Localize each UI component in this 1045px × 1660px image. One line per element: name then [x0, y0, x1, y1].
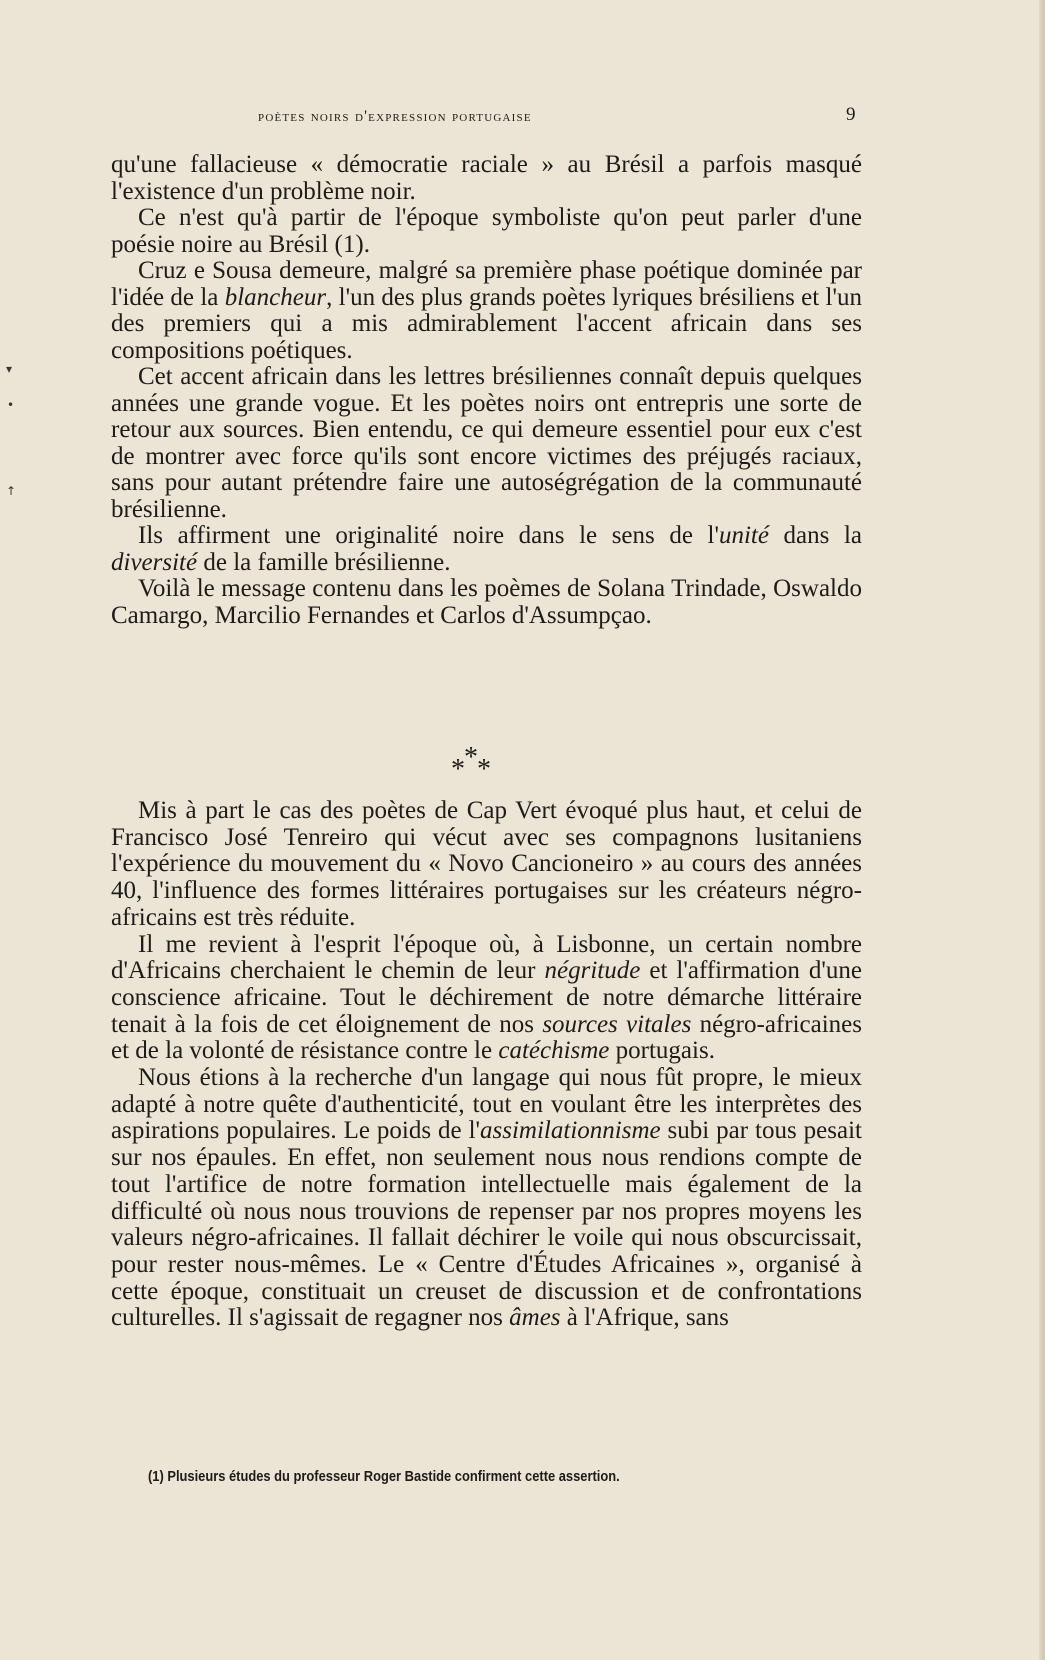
asterisk: * [477, 754, 491, 785]
italic-word: blancheur [224, 283, 327, 311]
paragraph: qu'une fallacieuse « démocratie raciale » au Brésil a parfois masqué l'existence d'un problème noir. [111, 151, 862, 205]
paragraph: Il me revient à l'esprit l'époque où, à Lisbonne, un certain nombre d'Africains cherchaient le chemin de leur négritude et l'affirmation d'une conscience africaine. Tout le déchirement de notre démarche littéraire tenait à la fois de cet éloignement de nos sources vitales négro-africaines et de la volonté de résistance contre le catéchisme portugais. [111, 930, 863, 1065]
body-text-bottom [111, 798, 862, 1332]
paragraph: Ils affirment une originalité noire dans le sens de l'unité dans la diversité de la famille brésilienne. [111, 522, 862, 576]
margin-mark: ↑ [6, 484, 17, 498]
paragraph: Voilà le message contenu dans les poèmes de Solana Trindade, Oswaldo Camargo, Marcilio Fernandes et Carlos d'Assumpçao. [111, 575, 862, 629]
asterisk: * [451, 754, 465, 785]
italic-word: âmes [509, 1304, 561, 1332]
asterisk: * [464, 742, 478, 773]
italic-word: assimilationnisme [480, 1117, 661, 1145]
italic-word: négritude [544, 957, 641, 985]
running-head-title: poètes noirs d'expression portugaise [258, 108, 532, 125]
paragraph: Nous étions à la recherche d'un langage qui nous fût propre, le mieux adapté à notre quête d'authenticité, tout en voulant être les interprètes des aspirations populaires. Le poids de l'assimilationnisme subi par tous pesait sur nos épaules. En effet, non seulement nous nous rendions compte de tout l'artifice de notre formation intellectuelle mais également de la difficulté où nous nous trouvions de repenser par nos propres moyens les valeurs négro-africaines. Il fallait déchirer le voile qui nous obscurcissait, pour rester nous-mêmes. Le « Centre d'Études Africaines », organisé à cette époque, constituait un creuset de discussion et de confrontations culturelles. Il s'agissait de regagner nos âmes à l'Afrique, sans [111, 1064, 862, 1332]
margin-mark: • [7, 398, 15, 412]
page-edge [1039, 0, 1045, 1660]
margin-mark: ▾ [6, 362, 13, 376]
paragraph: Mis à part le cas des poètes de Cap Vert évoqué plus haut, et celui de Francisco José Tenreiro qui vécut avec ses compagnons lusitaniens l'expérience du mouvement du « Novo Cancioneiro » au cours des années 40, l'influence des formes littéraires portugaises sur les créateurs négro-africains est très réduite. [111, 797, 862, 931]
section-separator [0, 742, 1045, 785]
footnote: (1) Plusieurs études du professeur Roger Bastide confirment cette assertion. [148, 1468, 620, 1485]
paragraph: Cruz e Sousa demeure, malgré sa première phase poétique dominée par l'idée de la blancheur, l'un des plus grands poètes lyriques brésiliens et l'un des premiers qui a mis admirablement l'accent africain dans ses compositions poétiques. [111, 257, 862, 364]
page-number: 9 [846, 104, 856, 125]
italic-word: diversité [111, 548, 198, 576]
italic-word: unité [718, 522, 769, 549]
italic-word: catéchisme [498, 1037, 610, 1065]
paragraph: Ce n'est qu'à partir de l'époque symboliste qu'on peut parler d'une poésie noire au Brésil (1). [111, 204, 862, 258]
paragraph: Cet accent africain dans les lettres brésiliennes connaît depuis quelques années une grande vogue. Et les poètes noirs ont entrepris une sorte de retour aux sources. Bien entendu, ce qui demeure essentiel pour eux c'est de montrer avec force qu'ils sont encore victimes des préjugés raciaux, sans pour autant prétendre faire une autoségrégation de la communauté brésilienne. [111, 363, 862, 523]
body-text-top [111, 152, 862, 629]
running-head [258, 104, 878, 126]
italic-word: sources vitales [542, 1010, 692, 1038]
